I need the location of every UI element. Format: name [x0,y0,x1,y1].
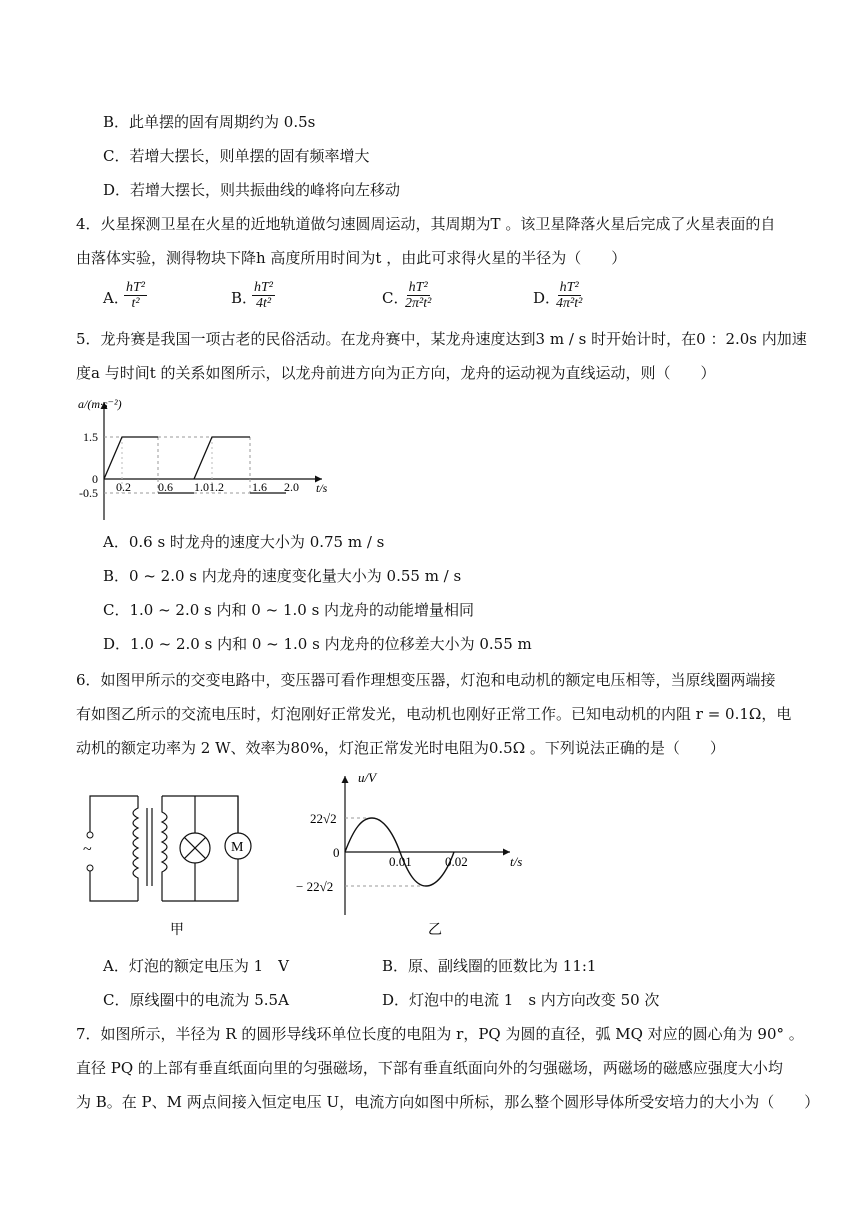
q5-option-c: C．1.0 ~ 2.0 s 内和 0 ~ 1.0 s 内龙舟的动能增量相同 [103,601,475,619]
graph-segment-3 [194,437,250,479]
diagram-caption-yi: 乙 [428,923,442,938]
q6-option-d: D．灯泡中的电流 1 s 内方向改变 50 次 [382,991,660,1009]
y-axis-label: a/(m·s⁻²) [78,397,122,411]
q4-option-d-fraction [554,280,584,311]
q6-option-a: A．灯泡的额定电压为 1 V [103,957,289,975]
fraction-denominator: 2π²t² [405,296,432,311]
q4-option-b-label: B． [231,289,258,307]
y-max-label: 22√2 [310,811,337,826]
graph-segment-1 [104,437,158,479]
y-tick-1.5: 1.5 [83,430,98,444]
fraction-numerator: hT² [408,280,428,295]
ac-source-symbol: ~ [83,841,92,858]
q4-option-c-fraction [403,280,433,311]
fraction-denominator: 4π²t² [556,296,583,311]
voltage-waveform-graph [292,770,532,938]
fraction-numerator: hT² [559,280,579,295]
x-tick-1.6: 1.6 [252,480,267,494]
q6-stem-line1: 6．如图甲所示的交变电路中，变压器可看作理想变压器，灯泡和电动机的额定电压相等，当原线圈两端接 [76,671,776,689]
q3-option-d: D．若增大摆长，则共振曲线的峰将向左移动 [103,181,401,199]
q4-option-b-fraction [252,280,275,311]
y-tick-neg0.5: -0.5 [79,486,98,500]
fraction-numerator: hT² [126,280,145,295]
q7-stem-line1: 7．如图所示，半径为 R 的圆形导线环单位长度的电阻为 r，PQ 为圆的直径，弧 MQ 对应的圆心角为 90° 。 [76,1025,804,1043]
q5-option-d: D．1.0 ~ 2.0 s 内和 0 ~ 1.0 s 内龙舟的位移差大小为 0.55 m [103,635,532,653]
motor-label: M [231,840,244,855]
x-tick-2.0: 2.0 [284,480,299,494]
primary-coil [133,796,138,901]
q4-option-d-label: D． [533,289,561,307]
x-tick-0.6: 0.6 [158,480,173,494]
q4-option-a-fraction [124,280,147,311]
q7-stem-line3: 为 B。在 P、M 两点间接入恒定电压 U，电流方向如图中所标，那么整个圆形导体所受安培力的大小为（ ） [76,1093,820,1111]
u-axis-label: u/V [358,770,377,785]
diagram-caption-jia: 甲 [170,923,184,938]
fraction-numerator: hT² [254,280,273,295]
x-tick-0.01: 0.01 [389,854,412,869]
x-tick-1.0-1.2: 1.01.2 [194,480,224,494]
fraction-denominator: 4t² [255,296,272,311]
origin-label: 0 [333,845,340,860]
x-axis-label: t/s [316,481,328,495]
y-min-label: − 22√2 [296,879,334,894]
q6-stem-line3: 动机的额定功率为 2 W、效率为80%，灯泡正常发光时电阻为0.5Ω 。下列说法正确的是（ ） [76,739,725,757]
q5-stem-line1: 5．龙舟赛是我国一项古老的民俗活动。在龙舟赛中，某龙舟速度达到3 m / s 时开始计时，在0 ：2.0s 内加速 [76,330,807,348]
x-tick-0.02: 0.02 [445,854,468,869]
q5-option-a: A．0.6 s 时龙舟的速度大小为 0.75 m / s [103,533,385,551]
q6-option-b: B．原、副线圈的匝数比为 11:1 [382,957,597,975]
q3-option-b: B．此单摆的固有周期约为 0.5s [103,113,316,131]
origin-label: 0 [92,472,98,486]
q4-option-a-label: A． [103,289,129,307]
q7-stem-line2: 直径 PQ 的上部有垂直纸面向里的匀强磁场，下部有垂直纸面向外的匀强磁场，两磁场的磁感应强度大小均 [76,1059,783,1077]
q5-option-b: B．0 ~ 2.0 s 内龙舟的速度变化量大小为 0.55 m / s [103,567,462,585]
q3-option-c: C．若增大摆长，则单摆的固有频率增大 [103,147,370,165]
acceleration-time-graph [70,392,330,524]
q5-stem-line2: 度a 与时间t 的关系如图所示，以龙舟前进方向为正方向，龙舟的运动视为直线运动，则（ ） [76,364,716,382]
x-tick-0.2: 0.2 [116,480,131,494]
fraction-denominator: t² [131,296,140,311]
q4-stem-line1: 4．火星探测卫星在火星的近地轨道做匀速圆周运动，其周期为T 。该卫星降落火星后完成了火星表面的自 [76,215,776,233]
transformer-circuit-diagram [78,788,253,938]
q6-stem-line2: 有如图乙所示的交流电压时，灯泡刚好正常发光，电动机也刚好正常工作。已知电动机的内阻 r = 0.1Ω，电 [76,705,792,723]
q4-option-c-label: C． [382,289,409,307]
q4-stem-line2: 由落体实验，测得物块下降h 高度所用时间为t ，由此可求得火星的半径为（ ） [76,249,627,267]
t-axis-label: t/s [510,854,523,869]
secondary-coil [162,796,167,901]
q6-option-c: C．原线圈中的电流为 5.5A [103,991,289,1009]
